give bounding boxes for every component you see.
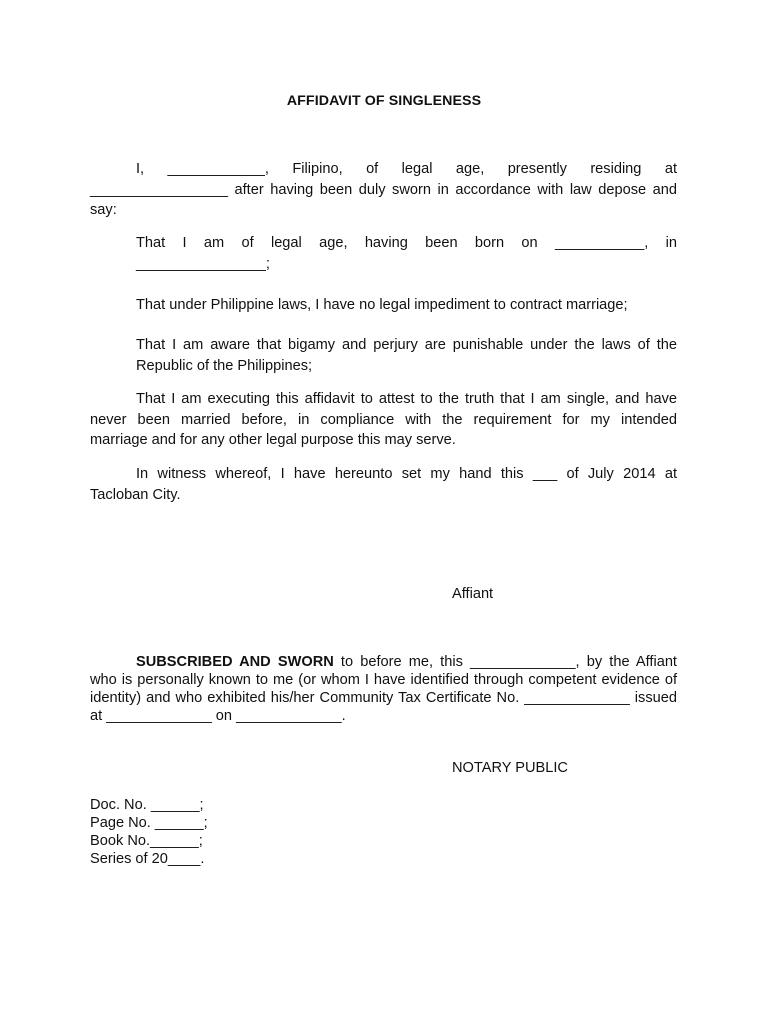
series-line: Series of 20____. <box>90 851 205 867</box>
jurat-line-1-rest: to before me, this _____________, by the Affiant <box>333 654 677 670</box>
bigamy-line-2: Republic of the Philippines; <box>136 357 313 374</box>
notarial-entry-block <box>90 796 208 868</box>
born-line-2: ________________; <box>136 255 270 272</box>
notary-public-label: NOTARY PUBLIC <box>452 760 568 776</box>
executing-line-2: never been married before, in compliance with the requirement for my intended <box>90 411 677 428</box>
jurat-bold-lead: SUBSCRIBED AND SWORN <box>136 654 334 670</box>
executing-line-1: That I am executing this affidavit to attest to the truth that I am single, and have <box>136 391 677 407</box>
witness-line-1: In witness whereof, I have hereunto set my hand this ___ of July 2014 at <box>136 466 677 482</box>
intro-line-2: _________________ after having been duly sworn in accordance with law depose and <box>90 181 677 198</box>
executing-paragraph <box>90 389 677 451</box>
bigamy-line-1: That I am aware that bigamy and perjury are punishable under the laws of the <box>136 337 677 353</box>
book-no-line: Book No.______; <box>90 833 203 849</box>
page-no-line: Page No. ______; <box>90 815 208 831</box>
affiant-label: Affiant <box>452 586 494 602</box>
executing-line-3: marriage and for any other legal purpose this may serve. <box>90 432 456 448</box>
jurat-line-4: at _____________ on _____________. <box>90 708 346 724</box>
witness-paragraph <box>90 464 677 505</box>
jurat-line-2: who is personally known to me (or whom I have identified through competent evidence of <box>90 672 677 688</box>
impediment-line: That under Philippine laws, I have no legal impediment to contract marriage; <box>136 297 628 313</box>
doc-no-line: Doc. No. ______; <box>90 797 204 813</box>
bigamy-paragraph <box>136 335 677 376</box>
intro-line-3: say: <box>90 202 117 218</box>
intro-paragraph <box>90 159 677 221</box>
born-line-1: That I am of legal age, having been born on ___________, in <box>136 235 677 251</box>
jurat-paragraph <box>90 653 677 725</box>
witness-line-2: Tacloban City. <box>90 486 181 503</box>
born-paragraph <box>136 233 677 274</box>
jurat-line-1 <box>90 653 677 671</box>
impediment-paragraph <box>136 295 677 316</box>
jurat-line-3: identity) and who exhibited his/her Community Tax Certificate No. _____________ issued <box>90 690 677 706</box>
document-title: AFFIDAVIT OF SINGLENESS <box>286 93 482 109</box>
intro-line-1: I, ____________, Filipino, of legal age, presently residing at <box>136 161 677 177</box>
